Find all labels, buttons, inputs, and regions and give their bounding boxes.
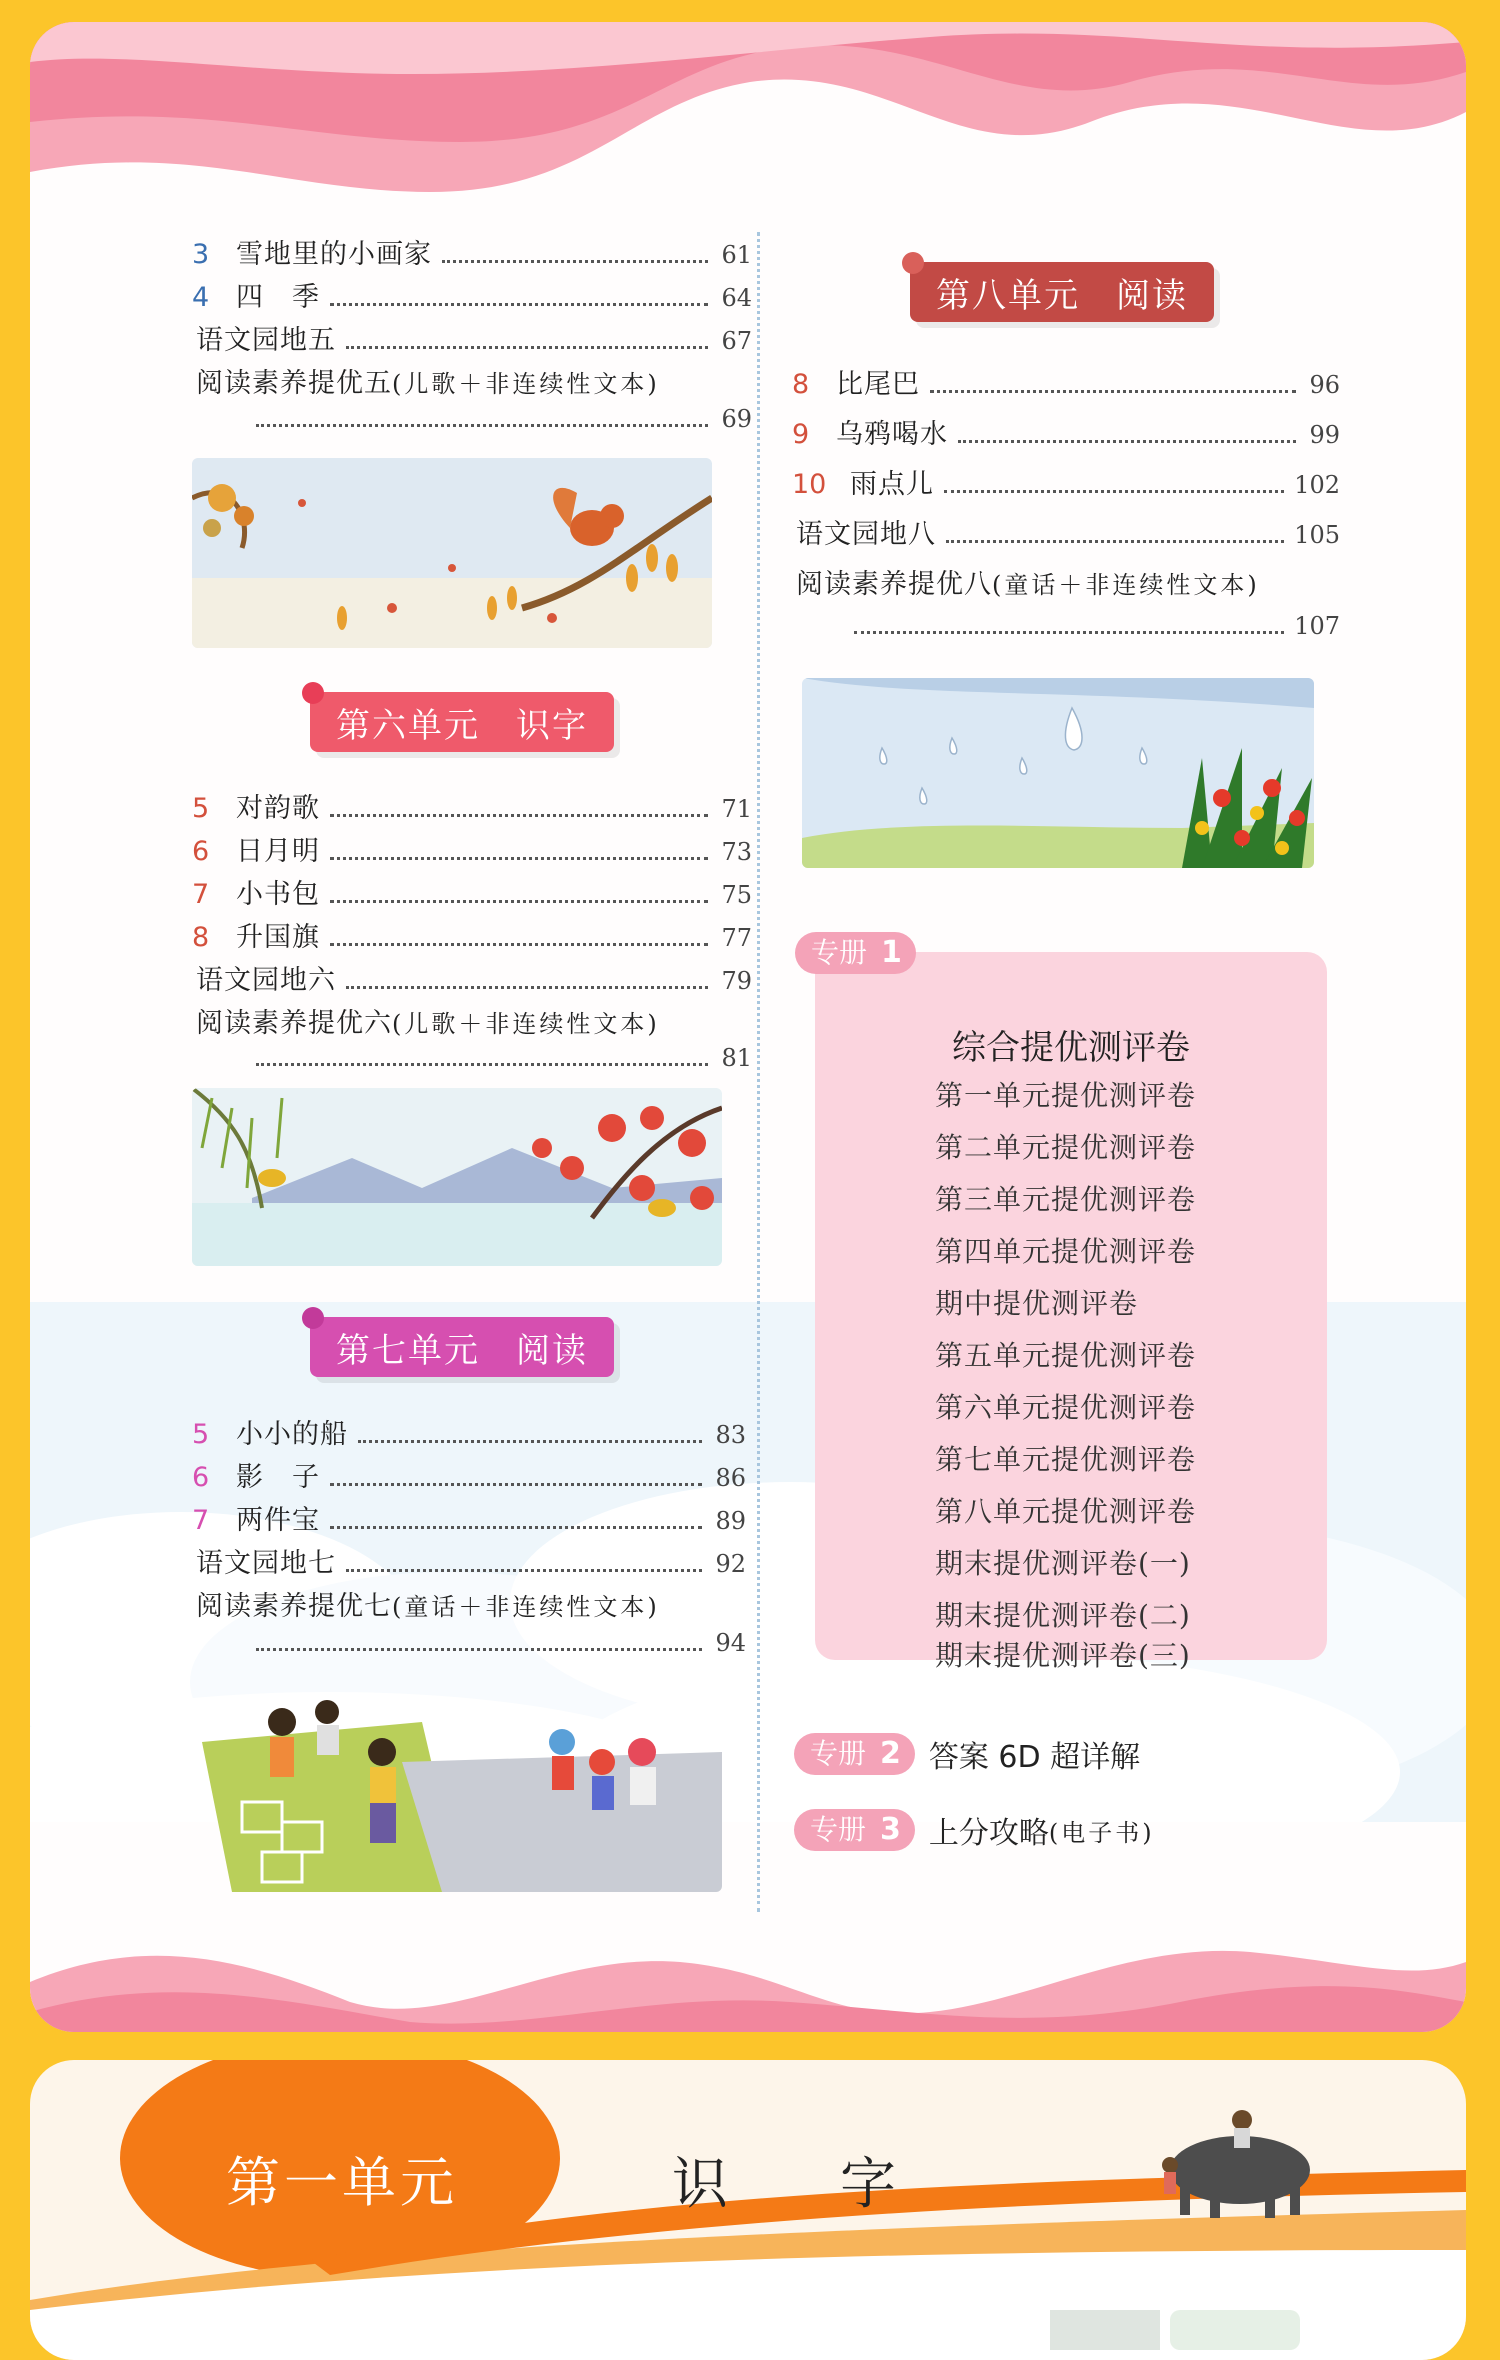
volume-tag-number: 3 <box>876 1809 915 1851</box>
leader-dots <box>946 540 1284 543</box>
unit7-badge-label: 第七单元 阅读 <box>336 1330 588 1371</box>
page-number: 94 <box>715 1629 746 1657</box>
volume1-tag[interactable] <box>795 932 916 974</box>
lesson-number: 5 <box>192 793 210 824</box>
lesson-number: 10 <box>792 469 827 500</box>
lesson-number: 7 <box>192 879 210 910</box>
volume-tag-number: 2 <box>876 1733 915 1775</box>
lesson-title: 乌鸦喝水 <box>836 419 948 450</box>
raindrop-illustration <box>802 678 1314 868</box>
lesson-title: 对韵歌 <box>236 793 320 824</box>
volume2-line[interactable] <box>794 1732 1140 1776</box>
test-paper-item[interactable]: 第六单元提优测评卷 <box>935 1391 1197 1424</box>
leader-dots <box>944 490 1284 493</box>
test-paper-item[interactable]: 期末提优测评卷(一) <box>935 1547 1191 1580</box>
leader-dots <box>854 631 1284 634</box>
lesson-title: 四 季 <box>236 282 320 313</box>
toc-row[interactable] <box>192 786 752 825</box>
volume-tag-number: 1 <box>877 932 916 974</box>
lesson-number: 7 <box>192 1505 210 1536</box>
badge-dot <box>302 1307 324 1329</box>
page-number: 86 <box>715 1464 746 1492</box>
page-number: 69 <box>721 405 752 433</box>
page-number: 81 <box>721 1044 752 1072</box>
volume3-subtext: (电子书) <box>1048 1818 1155 1847</box>
volume3-line[interactable] <box>794 1808 1155 1852</box>
toc-page <box>30 22 1466 2032</box>
bottom-wave-decoration <box>30 1922 1466 2032</box>
lesson-title: 小书包 <box>236 879 320 910</box>
reading-subtitle: (童话＋非连续性文本) <box>992 571 1260 599</box>
toc-row-continuation[interactable] <box>854 612 1340 641</box>
unit1-label: 第一单元 <box>226 2151 458 2214</box>
unit1-heading: 识 字 <box>672 2152 896 2217</box>
lesson-title: 小小的船 <box>236 1419 348 1450</box>
leader-dots <box>330 303 708 306</box>
test-paper-item[interactable]: 第三单元提优测评卷 <box>935 1183 1197 1216</box>
page-number: 61 <box>721 241 752 269</box>
leader-dots <box>330 943 708 946</box>
test-paper-item[interactable]: 第八单元提优测评卷 <box>935 1495 1197 1528</box>
leader-dots <box>330 1526 702 1529</box>
toc-row[interactable] <box>192 1455 746 1494</box>
page-number: 89 <box>715 1507 746 1535</box>
page-number: 67 <box>721 327 752 355</box>
toc-row-continuation[interactable] <box>256 405 752 434</box>
toc-row[interactable] <box>192 275 752 314</box>
reading-title: 阅读素养提优七 <box>196 1591 392 1622</box>
test-paper-item[interactable]: 期末提优测评卷(三) <box>935 1639 1191 1672</box>
toc-row[interactable] <box>192 829 752 868</box>
leader-dots <box>346 986 708 989</box>
page-number: 73 <box>721 838 752 866</box>
page-number: 107 <box>1294 612 1340 640</box>
toc-row-reading[interactable] <box>796 562 1356 601</box>
unit8-badge[interactable] <box>910 262 1214 322</box>
lesson-number: 6 <box>192 1462 210 1493</box>
test-paper-item[interactable]: 第七单元提优测评卷 <box>935 1443 1197 1476</box>
test-paper-item[interactable]: 期末提优测评卷(二) <box>935 1599 1191 1632</box>
toc-row[interactable] <box>792 462 1340 501</box>
leader-dots <box>330 1483 702 1486</box>
toc-row[interactable] <box>792 362 1340 401</box>
top-wave-decoration <box>30 22 1466 222</box>
toc-row-reading[interactable] <box>196 361 756 400</box>
lesson-title: 语文园地七 <box>196 1548 336 1579</box>
reading-title: 阅读素养提优六 <box>196 1008 392 1039</box>
unit7-badge[interactable] <box>310 1317 614 1377</box>
page-number: 79 <box>721 967 752 995</box>
page-number: 92 <box>715 1550 746 1578</box>
leader-dots <box>958 440 1296 443</box>
lake-blossom-illustration <box>192 1088 722 1266</box>
toc-row[interactable] <box>192 232 752 271</box>
reading-title: 阅读素养提优八 <box>796 569 992 600</box>
toc-row-reading[interactable] <box>196 1584 756 1623</box>
unit6-badge-label: 第六单元 识字 <box>336 705 588 746</box>
test-paper-item[interactable]: 第五单元提优测评卷 <box>935 1339 1197 1372</box>
test-paper-item[interactable]: 第二单元提优测评卷 <box>935 1131 1197 1164</box>
lesson-number: 8 <box>792 369 810 400</box>
leader-dots <box>256 424 708 427</box>
reading-subtitle: (童话＋非连续性文本) <box>392 1593 660 1621</box>
lesson-title: 两件宝 <box>236 1505 320 1536</box>
leader-dots <box>330 857 708 860</box>
unit8-badge-label: 第八单元 阅读 <box>936 275 1188 316</box>
volume3-text: 上分攻略 <box>928 1816 1049 1851</box>
page-number: 96 <box>1309 371 1340 399</box>
toc-row[interactable] <box>192 872 752 911</box>
page-number: 102 <box>1294 471 1340 499</box>
reading-title: 阅读素养提优五 <box>196 368 392 399</box>
test-paper-item[interactable]: 第一单元提优测评卷 <box>935 1079 1197 1112</box>
unit1-header-card <box>30 2060 1466 2360</box>
badge-dot <box>902 252 924 274</box>
page-number: 99 <box>1309 421 1340 449</box>
volume2-text: 答案 6D 超详解 <box>928 1740 1141 1775</box>
page-number: 64 <box>721 284 752 312</box>
test-paper-item[interactable]: 第四单元提优测评卷 <box>935 1235 1197 1268</box>
page-number: 77 <box>721 924 752 952</box>
volume-tag-label: 专册 <box>794 1809 876 1851</box>
leader-dots <box>330 814 708 817</box>
lesson-title: 语文园地八 <box>796 519 936 550</box>
leader-dots <box>358 1440 702 1443</box>
toc-row[interactable] <box>192 1412 746 1451</box>
toc-row[interactable] <box>796 512 1340 551</box>
lesson-title: 雨点儿 <box>850 469 934 500</box>
badge-dot <box>302 682 324 704</box>
leader-dots <box>330 900 708 903</box>
toc-row[interactable] <box>196 318 752 357</box>
leader-dots <box>346 1569 702 1572</box>
reading-subtitle: (儿歌＋非连续性文本) <box>392 370 660 398</box>
toc-row[interactable] <box>792 412 1340 451</box>
toc-row[interactable] <box>196 958 752 997</box>
lesson-number: 6 <box>192 836 210 867</box>
lesson-title: 语文园地五 <box>196 325 336 356</box>
page-number: 75 <box>721 881 752 909</box>
test-paper-item[interactable]: 期中提优测评卷 <box>935 1287 1139 1320</box>
toc-row[interactable] <box>196 1541 746 1580</box>
lesson-number: 4 <box>192 282 210 313</box>
leader-dots <box>256 1648 702 1651</box>
children-playing-illustration <box>202 1682 722 1892</box>
lesson-title: 日月明 <box>236 836 320 867</box>
volume1-title: 综合提优测评卷 <box>952 1028 1190 1068</box>
volume3-tag <box>794 1809 915 1851</box>
lesson-number: 9 <box>792 419 810 450</box>
reading-subtitle: (儿歌＋非连续性文本) <box>392 1010 660 1038</box>
lesson-title: 影 子 <box>236 1462 320 1493</box>
leader-dots <box>346 346 708 349</box>
volume2-tag <box>794 1733 915 1775</box>
leader-dots <box>930 390 1296 393</box>
toc-row[interactable] <box>192 915 752 954</box>
volume-tag-label: 专册 <box>794 1733 876 1775</box>
toc-row[interactable] <box>192 1498 746 1537</box>
lesson-number: 3 <box>192 239 210 270</box>
autumn-squirrel-illustration <box>192 458 712 648</box>
page-number: 71 <box>721 795 752 823</box>
page-number: 105 <box>1294 521 1340 549</box>
column-divider <box>757 232 760 1912</box>
lesson-number: 8 <box>192 922 210 953</box>
volume1-panel <box>811 935 1327 1660</box>
toc-row-continuation[interactable] <box>256 1629 746 1658</box>
leader-dots <box>256 1063 708 1066</box>
lesson-title: 比尾巴 <box>836 369 920 400</box>
volume-tag-label: 专册 <box>795 932 877 974</box>
toc-row-reading[interactable] <box>196 1001 756 1040</box>
lesson-number: 5 <box>192 1419 210 1450</box>
lesson-title: 雪地里的小画家 <box>236 239 432 270</box>
page-number: 83 <box>715 1421 746 1449</box>
unit6-badge[interactable] <box>310 692 614 752</box>
leader-dots <box>442 260 708 263</box>
lesson-title: 升国旗 <box>236 922 320 953</box>
toc-row-continuation[interactable] <box>256 1044 752 1073</box>
lesson-title: 语文园地六 <box>196 965 336 996</box>
